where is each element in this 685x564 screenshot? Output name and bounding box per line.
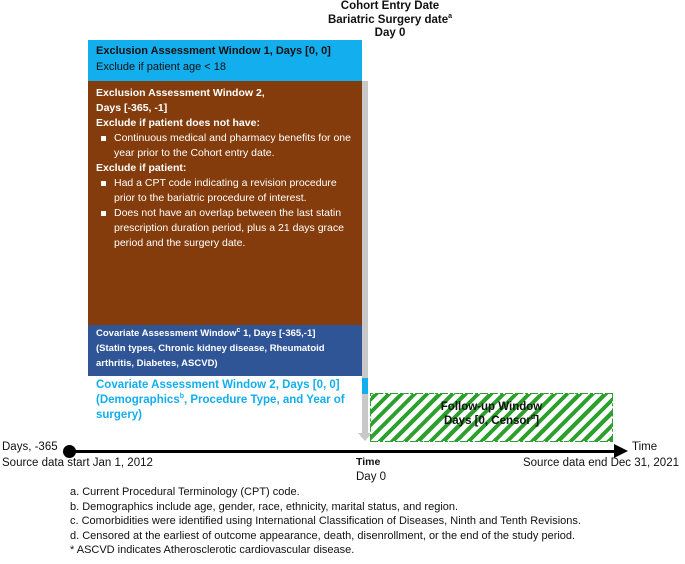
timeline-end-source: Source data end Dec 31, 2021: [522, 457, 679, 469]
header-line3: Day 0: [374, 27, 406, 39]
header-line2: [270, 14, 510, 28]
covariate1-title-b: 1, Days [-365,-1]: [240, 328, 316, 339]
exclusion2-days: Days [-365, -1]: [96, 102, 168, 114]
footnote: b. Demographics include age, gender, race, ethnicity, marital status, and region.: [70, 500, 459, 513]
covariate2-title: Covariate Assessment Window 2, Days [0, 0]: [96, 379, 340, 391]
exclusion2-title: Exclusion Assessment Window 2,: [96, 87, 265, 99]
followup-line2-b: ]: [535, 415, 540, 427]
timeline-axis: [70, 450, 618, 453]
footnote-ref: a: [448, 12, 453, 20]
footnote-ref: d: [530, 414, 536, 422]
covariate1-title: [96, 326, 354, 341]
followup-window: [370, 393, 613, 442]
header-line1: Cohort Entry Date: [340, 0, 440, 12]
timeline-mid-label: Time: [356, 456, 381, 468]
exclusion1-text: Exclude if patient age < 18: [96, 61, 226, 73]
covariate1-text: (Statin types, Chronic kidney disease, Rheumatoid arthritis, Diabetes, ASCVD): [96, 343, 325, 369]
footnote-ref: b: [179, 393, 184, 401]
assessment-windows: [88, 40, 362, 423]
followup-line2: [371, 414, 612, 428]
footnote: * ASCVD indicates Atherosclerotic cardiovascular disease.: [70, 544, 355, 556]
covariate-window-2: [96, 378, 358, 423]
covariate2-marker: [362, 378, 368, 394]
footnote: c. Comorbidities were identified using International Classification of Diseases, Ninth and Tenth Revisions.: [70, 515, 581, 527]
header-line2-text: Bariatric Surgery date: [327, 13, 449, 26]
cohort-entry-header: [270, 0, 510, 41]
covariate1-title-a: Covariate Assessment Window: [96, 328, 237, 339]
timeline-mid-day: Day 0: [356, 471, 387, 483]
criterion-item: Continuous medical and pharmacy benefits for one year prior to the Cohort entry date.: [114, 131, 354, 161]
exclusion2-heading2: Exclude if patient:: [96, 162, 187, 174]
exclusion-window-2: [88, 81, 362, 325]
exclusion2-heading1: Exclude if patient does not have:: [96, 117, 260, 129]
exclusion-window-1: [88, 40, 362, 81]
footnote: a. Current Procedural Terminology (CPT) code.: [70, 486, 300, 498]
followup-line1: Follow-up Window: [440, 401, 543, 413]
footnotes: [70, 485, 581, 558]
covariate2-text-a: (Demographics: [96, 394, 180, 406]
timeline-arrow-icon: [614, 444, 628, 458]
criterion-item: Had a CPT code indicating a revision procedure prior to the bariatric procedure of interest.: [114, 176, 354, 206]
criterion-item: Does not have an overlap between the last statin prescription duration period, plus a 21 days grace period and the surgery date.: [114, 206, 354, 251]
timeline-start-source: Source data start Jan 1, 2012: [2, 457, 153, 469]
covariate-window-1: [88, 325, 362, 376]
covariate2-text-b: , Procedure Type, and Year of surgery): [96, 394, 345, 421]
timeline-end-label: Time: [632, 441, 658, 453]
covariate2-text: [96, 393, 358, 423]
timeline-start-label: Days, -365: [2, 441, 58, 453]
followup-line2-a: Days [0, Censor: [443, 415, 531, 427]
exclusion1-title: Exclusion Assessment Window 1, Days [0, 0]: [96, 45, 331, 57]
footnote: d. Censored at the earliest of outcome appearance, death, disenrollment, or the end of the study period.: [70, 529, 576, 542]
footnote-ref: c: [236, 326, 241, 334]
